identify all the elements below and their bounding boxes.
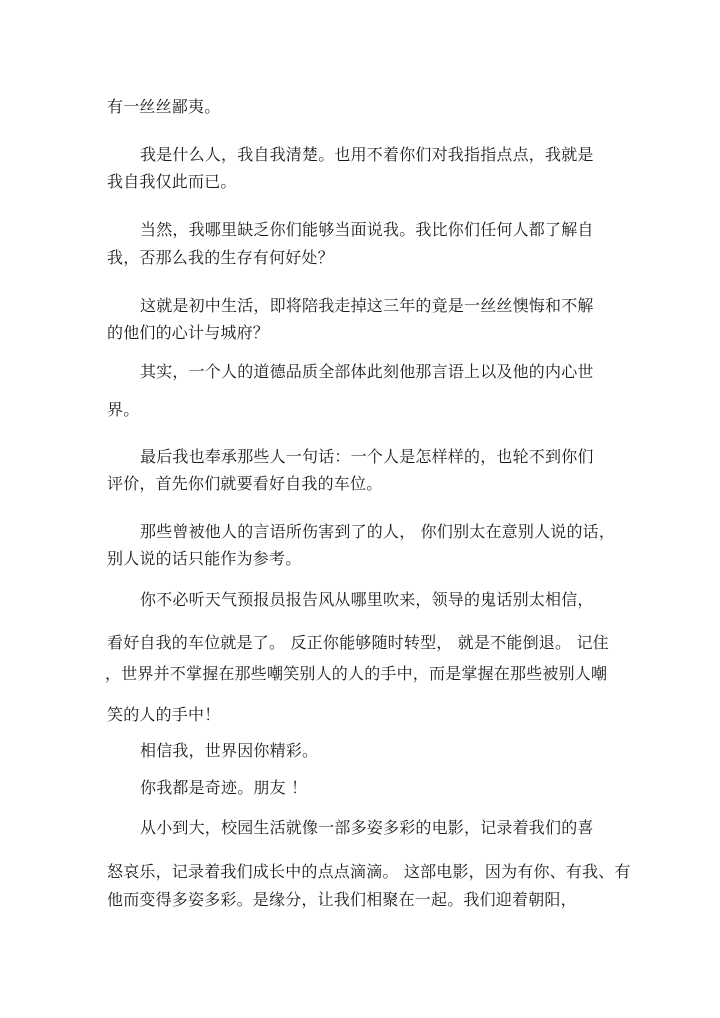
text-line: 的他们的心计与城府？ [107, 323, 270, 342]
text-line: ，世界并不掌握在那些嘲笑别人的人的手中，而是掌握在那些被别人嘲 [105, 664, 608, 683]
text-line: 当然，我哪里缺乏你们能够当面说我。我比你们任何人都了解自 [140, 220, 594, 239]
text-line: 评价，首先你们就要看好自我的车位。 [107, 474, 383, 493]
text-line: 最后我也奉承那些人一句话：一个人是怎样样的，也轮不到你们 [140, 447, 594, 466]
text-line: 我自我仅此而已。 [107, 172, 237, 191]
text-line: 从小到大，校园生活就像一部多姿多彩的电影，记录着我们的喜 [140, 818, 594, 837]
text-line: 这就是初中生活，即将陪我走掉这三年的竟是一丝丝懊悔和不解 [140, 296, 594, 315]
text-line: 我，否那么我的生存有何好处？ [107, 248, 334, 267]
text-line: 相信我，世界因你精彩。 [140, 741, 319, 760]
text-line: 有一丝丝鄙夷。 [107, 97, 221, 116]
text-line: 界。 [107, 400, 140, 419]
text-line: 笑的人的手中！ [107, 705, 221, 724]
text-line: 你我都是奇迹。朋友 ！ [140, 778, 308, 797]
text-line: 怒哀乐，记录着我们成长中的点点滴滴。 这部电影，因为有你、有我、有 [107, 862, 631, 881]
text-line: 看好自我的车位就是了。 反正你能够随时转型， 就是不能倒退。 记住 [107, 633, 609, 652]
text-line: 我是什么人，我自我清楚。也用不着你们对我指指点点，我就是 [140, 145, 594, 164]
text-line: 那些曾被他人的言语所伤害到了的人， 你们别太在意别人说的话， [140, 522, 616, 541]
text-line: 别人说的话只能作为参考。 [107, 549, 302, 568]
text-line: 他而变得多姿多彩。是缘分，让我们相聚在一起。我们迎着朝阳， [107, 890, 577, 909]
text-line: 你不必听天气预报员报告风从哪里吹来，领导的鬼话别太相信， [140, 590, 594, 609]
text-line: 其实，一个人的道德品质全部体此刻他那言语上以及他的内心世 [140, 362, 594, 381]
